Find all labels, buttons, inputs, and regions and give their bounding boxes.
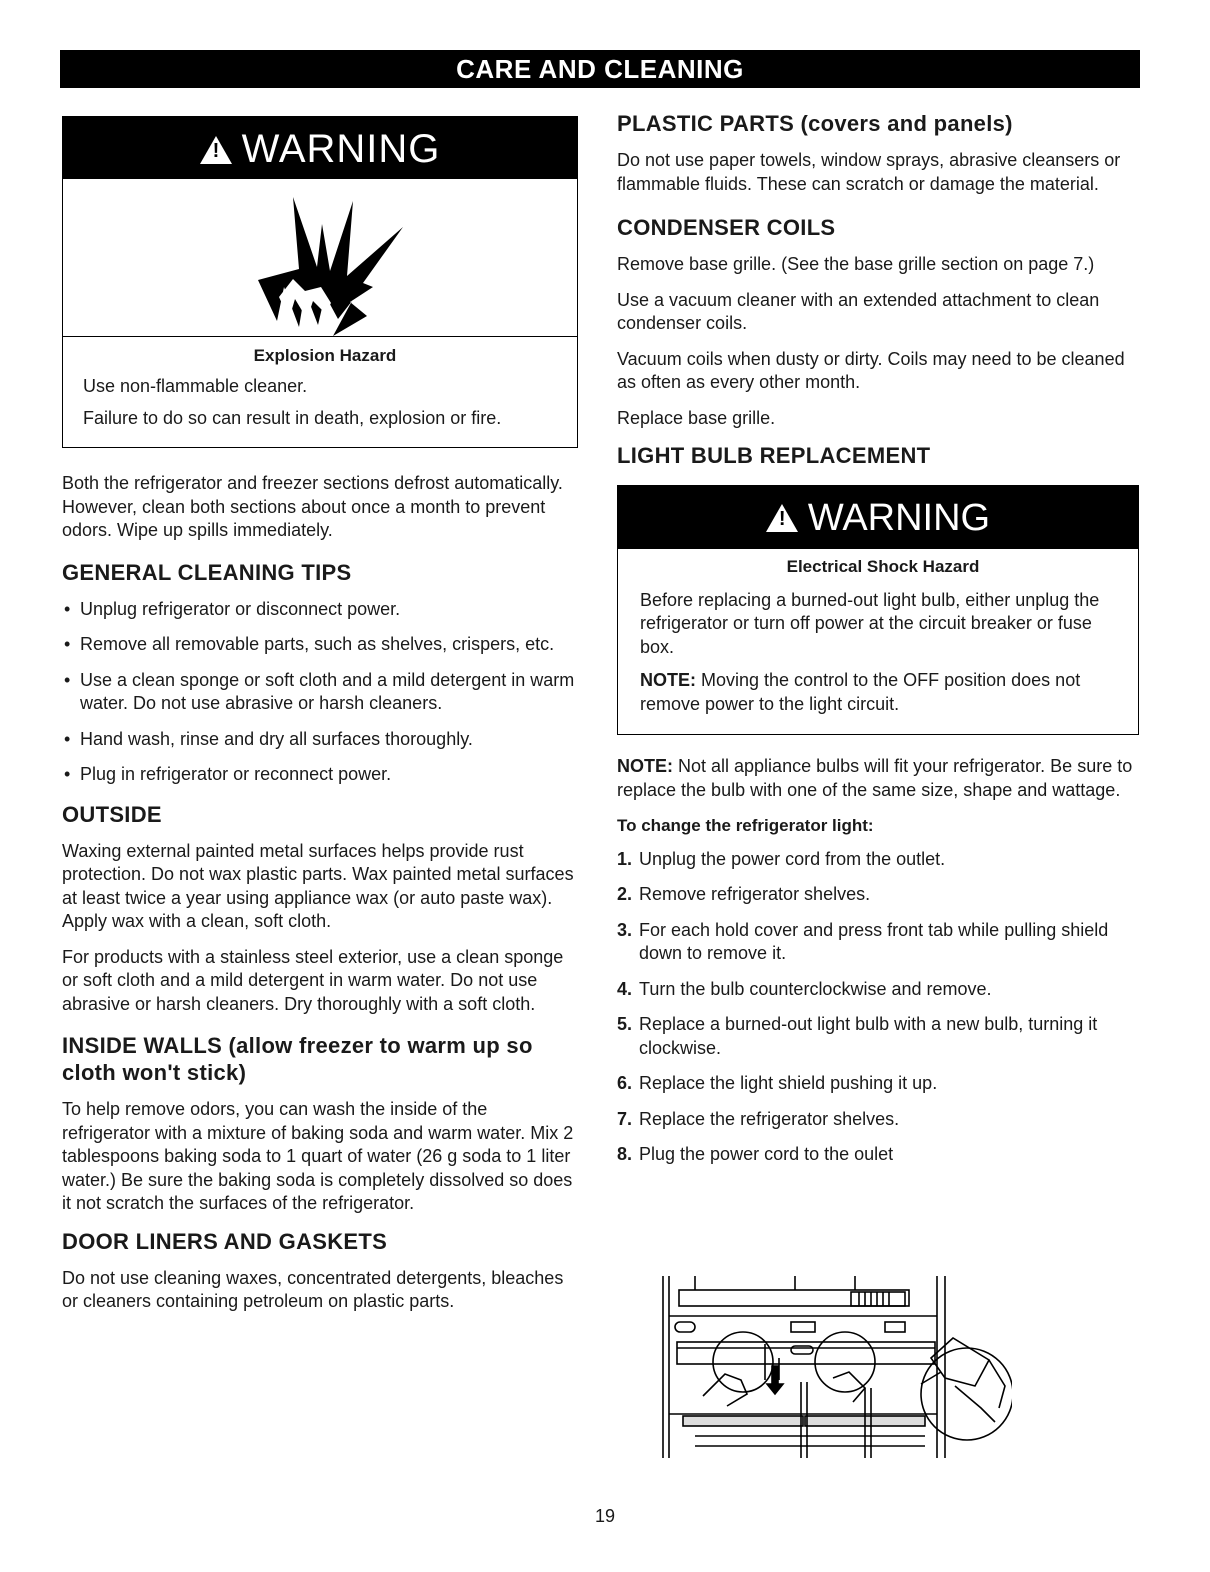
list-item: • Unplug refrigerator or disconnect power. bbox=[62, 598, 578, 622]
warning-heading: WARNING bbox=[807, 497, 991, 539]
condenser-paragraph: Replace base grille. bbox=[617, 407, 776, 428]
warning-triangle-icon: ! bbox=[200, 136, 232, 164]
condenser-heading: CONDENSER COILS bbox=[617, 215, 836, 240]
note-label: NOTE: bbox=[617, 756, 673, 776]
page-banner: CARE AND CLEANING bbox=[60, 50, 1140, 88]
plastic-paragraph: Do not use paper towels, window sprays, abrasive cleansers or flammable fluids. These can scratch or damage the material. bbox=[617, 150, 1121, 194]
list-item bbox=[617, 1108, 1139, 1132]
step-number: 5. bbox=[617, 1014, 633, 1034]
door-paragraph: Do not use cleaning waxes, concentrated detergents, bleaches or cleaners containing petroleum on plastic parts. bbox=[62, 1267, 564, 1311]
note-text: Not all appliance bulbs will fit your refrigerator. Be sure to replace the bulb with one of the same size, shape and wattage. bbox=[617, 756, 1133, 800]
list-item: • Remove all removable parts, such as shelves, crispers, etc. bbox=[62, 633, 578, 657]
explosion-icon bbox=[63, 179, 579, 336]
hazard-title: Electrical Shock Hazard bbox=[786, 557, 980, 576]
inside-paragraph: To help remove odors, you can wash the inside of the refrigerator with a mixture of baking soda and warm water. Mix 2 tablespoons baking soda to 1 quart of water (26 g soda to 1 liter water.) Be sure the baking soda is completely dissolved so does it not scratch the surfaces of the refrigerator. bbox=[62, 1099, 574, 1213]
shock-warning-box bbox=[617, 485, 1139, 735]
note-label: NOTE: bbox=[640, 670, 696, 690]
right-column bbox=[617, 110, 1139, 1179]
plastic-heading: PLASTIC PARTS (covers and panels) bbox=[617, 111, 1013, 136]
light-heading: LIGHT BULB REPLACEMENT bbox=[617, 443, 931, 468]
steps-title: To change the refrigerator light: bbox=[617, 816, 874, 835]
left-column bbox=[62, 116, 578, 1326]
step-text: Replace a burned-out light bulb with a new bulb, turning it clockwise. bbox=[639, 1014, 1098, 1058]
list-item: • Use a clean sponge or soft cloth and a mild detergent in warm water. Do not use abrasive or harsh cleaners. bbox=[62, 669, 578, 716]
step-number: 7. bbox=[617, 1108, 633, 1129]
step-number: 6. bbox=[617, 1073, 633, 1093]
explosion-warning-box bbox=[62, 116, 578, 448]
outside-paragraph: For products with a stainless steel exterior, use a clean sponge or soft cloth and a mild detergent in warm water. Do not use abrasive or harsh cleaners. Dry thoroughly with a soft cloth. bbox=[62, 946, 564, 1014]
list-item: • Plug in refrigerator or reconnect power. bbox=[62, 763, 578, 787]
step-text: Plug the power cord to the oulet bbox=[639, 1144, 894, 1164]
general-list bbox=[62, 598, 578, 787]
light-shield-illustration bbox=[655, 1276, 1012, 1468]
warning-note bbox=[640, 669, 1126, 716]
page-number: 19 bbox=[594, 1506, 616, 1526]
hazard-title: Explosion Hazard bbox=[253, 346, 397, 365]
step-number: 8. bbox=[617, 1144, 633, 1164]
step-text: Replace the light shield pushing it up. bbox=[639, 1073, 938, 1093]
list-item bbox=[617, 1143, 1139, 1167]
step-number: 2. bbox=[617, 884, 633, 904]
steps-list bbox=[617, 848, 1139, 1167]
list-item bbox=[617, 978, 1139, 1002]
step-text: For each hold cover and press front tab while pulling shield down to remove it. bbox=[639, 919, 1109, 963]
warning-body bbox=[63, 337, 577, 447]
warning-text: Before replacing a burned-out light bulb, either unplug the refrigerator or turn off power at the circuit breaker or fuse box. bbox=[640, 589, 1100, 657]
condenser-paragraph: Vacuum coils when dusty or dirty. Coils may need to be cleaned as often as every other month. bbox=[617, 348, 1125, 392]
warning-line: Failure to do so can result in death, explosion or fire. bbox=[83, 408, 502, 428]
note-text: Moving the control to the OFF position does not remove power to the light circuit. bbox=[640, 670, 1081, 714]
list-item bbox=[617, 1013, 1139, 1060]
list-item bbox=[617, 1072, 1139, 1096]
step-text: Turn the bulb counterclockwise and remove. bbox=[639, 978, 992, 999]
warning-triangle-icon: ! bbox=[766, 504, 798, 532]
warning-header bbox=[63, 117, 577, 179]
step-text: Unplug the power cord from the outlet. bbox=[639, 848, 946, 869]
condenser-paragraph: Use a vacuum cleaner with an extended attachment to clean condenser coils. bbox=[617, 289, 1100, 333]
list-item: • Hand wash, rinse and dry all surfaces thoroughly. bbox=[62, 728, 578, 752]
list-item bbox=[617, 919, 1139, 966]
door-heading: DOOR LINERS AND GASKETS bbox=[62, 1228, 388, 1254]
list-item bbox=[617, 883, 1139, 907]
warning-heading: WARNING bbox=[241, 127, 441, 171]
step-number: 3. bbox=[617, 919, 633, 940]
intro-paragraph: Both the refrigerator and freezer sections defrost automatically. However, clean both sections about once a month to prevent odors. Wipe up spills immediately. bbox=[62, 473, 563, 540]
outside-paragraph: Waxing external painted metal surfaces helps provide rust protection. Do not wax plastic parts. Wax painted metal surfaces at least twice a year using appliance wax (or auto paste wax). Apply wax with a clean, soft cloth. bbox=[62, 840, 574, 931]
step-text: Replace the refrigerator shelves. bbox=[639, 1108, 900, 1129]
bulb-note bbox=[617, 755, 1139, 802]
outside-heading: OUTSIDE bbox=[62, 801, 162, 827]
warning-line: Use non-flammable cleaner. bbox=[83, 376, 308, 396]
inside-heading: INSIDE WALLS (allow freezer to warm up so cloth won't stick) bbox=[62, 1033, 533, 1085]
step-text: Remove refrigerator shelves. bbox=[639, 884, 871, 904]
explosion-art bbox=[63, 179, 577, 337]
condenser-paragraph: Remove base grille. (See the base grille section on page 7.) bbox=[617, 254, 1095, 274]
warning-body bbox=[617, 549, 1139, 735]
step-number: 4. bbox=[617, 978, 633, 999]
general-heading: GENERAL CLEANING TIPS bbox=[62, 559, 352, 585]
warning-header bbox=[617, 485, 1139, 549]
step-number: 1. bbox=[617, 848, 633, 869]
list-item bbox=[617, 848, 1139, 872]
